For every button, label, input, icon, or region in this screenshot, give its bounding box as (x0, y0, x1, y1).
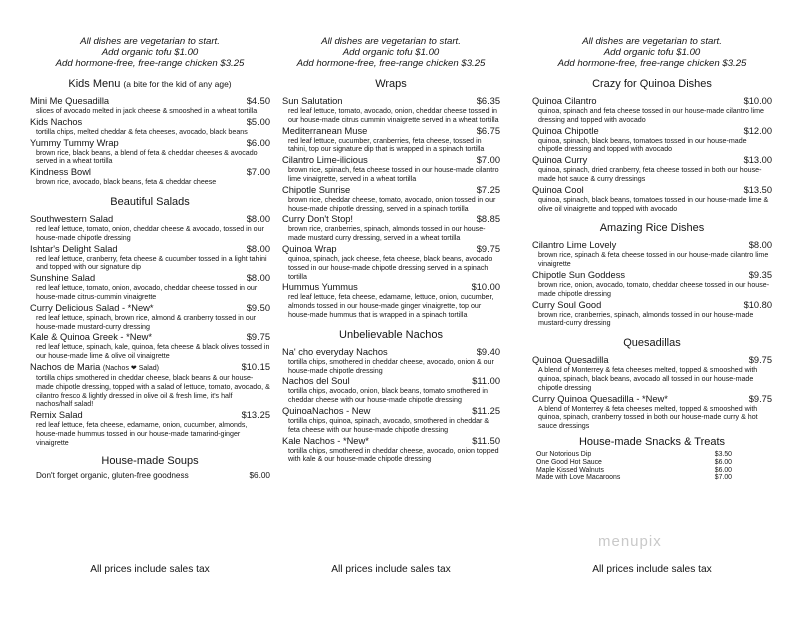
menu-item-title (30, 303, 153, 314)
menu-item-title (282, 406, 370, 417)
menu-item-price: $8.00 (246, 273, 270, 284)
menu-item-title (282, 214, 353, 225)
dish-note (282, 36, 500, 69)
menu-item-name: Nachos del Soul (282, 376, 350, 387)
menu-item-price: $10.00 (743, 96, 772, 106)
menu-item-row (282, 155, 500, 166)
menu-item-row (30, 303, 270, 314)
menu-item-price: $12.00 (743, 125, 772, 136)
menu-item (30, 303, 270, 332)
menu-item-price: $9.40 (476, 346, 500, 357)
soups-price: $6.00 (249, 470, 270, 480)
dish-note-line1: All dishes are vegetarian to start. (321, 36, 461, 47)
menu-item-price: $8.00 (748, 240, 772, 251)
menu-item-description: red leaf lettuce, spinach, brown rice, almond & cranberry tossed in our house-made mustard-curry dressing (36, 313, 257, 331)
menu-item-description: brown rice, cranberries, spinach, almonds tossed in our house-made mustard curry dressing, served in a wheat tortilla (288, 225, 486, 243)
menu-item-title (282, 436, 369, 447)
menu-item-name: Kale & Quinoa Greek - *New* (30, 332, 152, 343)
menu-item-title (30, 138, 119, 149)
menu-item-row (282, 96, 500, 107)
snacks-list (532, 451, 772, 482)
menu-item-row (532, 394, 772, 405)
menu-item-title (30, 362, 159, 374)
menu-item-title (30, 96, 109, 107)
menu-item (532, 155, 772, 184)
section-title-salads: Beautiful Salads (110, 195, 190, 208)
menu-item-title (30, 244, 118, 255)
menu-item-row (30, 273, 270, 284)
menu-item-title (30, 214, 113, 225)
menu-item-name: Curry Soul Good (532, 299, 602, 310)
snack-price: $3.50 (714, 450, 732, 458)
menu-item-description: quinoa, spinach and feta cheese tossed in our house-made cilantro lime dressing and topped with avocado (538, 107, 764, 124)
menu-item-price: $9.75 (748, 393, 772, 404)
menu-item-description: red leaf lettuce, tomato, onion, avocado, cheddar cheese tossed in our house-made citrus-cummin vinaigrette (36, 284, 258, 301)
dish-note-line3: Add hormone-free, free-range chicken $3.25 (296, 58, 486, 69)
menu-item-price: $7.00 (476, 155, 500, 166)
menu-item-price: $9.75 (246, 332, 270, 343)
dish-note-line2: Add organic tofu $1.00 (101, 47, 199, 58)
menu-item-price: $6.00 (246, 137, 270, 148)
snack-name: One Good Hot Sauce (536, 458, 602, 466)
menu-item-title (282, 244, 337, 255)
menu-item-row (30, 117, 270, 128)
menu-item-title (532, 155, 587, 166)
snack-name: Our Notorious Dip (536, 450, 592, 458)
section-title-soups: House-made Soups (101, 454, 199, 467)
menu-item-description: tortilla chips, avocado, onion, black beans, tomato smothered in cheddar cheese with our house-made chipotle dressing (288, 387, 488, 405)
menu-item-description: red leaf lettuce, feta cheese, edamame, onion, cucumber, almonds, house-made hummus tossed in our house-made tamarind-ginger vinaigrette (36, 421, 248, 447)
menu-item-name: Ishtar's Delight Salad (30, 243, 118, 254)
menu-item-name: Kids Nachos (30, 116, 83, 127)
menu-item-row (282, 244, 500, 255)
salads-list (30, 214, 270, 448)
menu-item-name: Mini Me Quesadilla (30, 96, 110, 106)
menu-item-description: A blend of Monterrey & feta cheeses melted, topped & smooshed with quinoa, spinach, black beans, avocado all tossed in our house-made chipotle dressing (538, 366, 758, 392)
menu-item-row (30, 167, 270, 178)
dish-note-line3: Add hormone-free, free-range chicken $3.25 (55, 58, 245, 69)
menu-item-title (282, 282, 358, 293)
menu-item-row (532, 185, 772, 196)
menu-item-title (30, 273, 95, 284)
menu-item-title (30, 167, 91, 178)
menu-item-title (282, 376, 350, 387)
menu-item-price: $8.85 (476, 214, 500, 225)
menu-item-row (282, 282, 500, 293)
menu-item-title (532, 126, 599, 137)
rice-list (532, 240, 772, 328)
menu-item-price: $9.50 (246, 302, 270, 313)
menu-item-row (30, 332, 270, 343)
menu-item-row (532, 300, 772, 311)
menu-item-title (282, 347, 388, 358)
menu-item-row (30, 362, 270, 374)
menu-item (30, 96, 270, 116)
dish-note (30, 36, 270, 69)
snack-name: Maple Kissed Walnuts (536, 466, 604, 474)
menu-item-row (532, 270, 772, 281)
dish-note-line1: All dishes are vegetarian to start. (80, 36, 220, 47)
menu-item-description: tortilla chips, smothered in cheddar cheese, avocado, onion topped with kale & our house-made chipotle dressing (288, 446, 499, 464)
menu-item (532, 96, 772, 125)
menu-item-title (282, 155, 368, 166)
menu-item (282, 155, 500, 184)
menu-item-price: $10.15 (241, 361, 270, 372)
column-middle (282, 36, 500, 465)
snack-price: $6.00 (714, 458, 732, 466)
dish-note (532, 36, 772, 69)
menu-item-row (30, 410, 270, 421)
menu-item-title (532, 240, 616, 251)
menu-item-price: $7.25 (476, 184, 500, 195)
section-title-snacks: House-made Snacks & Treats (578, 435, 726, 448)
kids-subtitle: (a bite for the kid of any age) (123, 79, 232, 89)
menu-item-title (532, 270, 625, 281)
menu-item-row (30, 244, 270, 255)
menu-item-row (532, 155, 772, 166)
menu-item-row (282, 347, 500, 358)
menu-item (532, 394, 772, 431)
menu-item-description: red leaf lettuce, tomato, onion, cheddar cheese & avocado, tossed in our house-made chipotle dressing (36, 224, 264, 242)
menu-item-name: Cilantro Lime-ilicious (282, 155, 368, 166)
menu-item-name: Yummy Tummy Wrap (30, 137, 119, 148)
footer-tax-note: All prices include sales tax (331, 564, 451, 575)
snack-price: $7.00 (714, 474, 732, 482)
snack-item (532, 459, 772, 467)
menu-item-title (282, 126, 367, 137)
watermark: menupix (598, 533, 662, 550)
menu-item-price: $6.75 (476, 125, 500, 136)
section-title-quesadillas: Quesadillas (623, 337, 681, 350)
menu-item-row (282, 376, 500, 387)
snack-item (532, 474, 772, 482)
menu-item-row (30, 214, 270, 225)
dish-note-line1: All dishes are vegetarian to start. (582, 36, 722, 47)
menu-item-price: $13.00 (743, 155, 772, 166)
menu-item-row (282, 214, 500, 225)
menu-item (282, 406, 500, 435)
quinoa-list (532, 96, 772, 213)
dish-note-line3: Add hormone-free, free-range chicken $3.25 (557, 58, 747, 69)
menu-item-description: red leaf lettuce, cranberry, feta cheese & cucumber tossed in a light tahini and topped with our signature dip (36, 254, 267, 272)
section-title-kids (30, 78, 270, 91)
menu-item (532, 270, 772, 299)
menu-item-name: Cilantro Lime Lovely (532, 240, 617, 251)
menu-item-description: red leaf lettuce, cucumber, cranberries, feta cheese, tossed in tahini, top our signature dip that is wrapped in a spinach tortilla (288, 136, 485, 154)
menu-item-name: Nachos de Maria (30, 361, 101, 372)
menu-item-price: $5.00 (246, 116, 270, 127)
menu-item-name: Kindness Bowl (30, 167, 91, 178)
menu-item-title (532, 185, 584, 196)
menu-item-price: $11.00 (472, 376, 500, 387)
menu-item-name: Na' cho everyday Nachos (282, 346, 388, 357)
menu-item-description: tortilla chips, melted cheddar & feta cheeses, avocado, black beans (36, 127, 248, 136)
menu-item (282, 376, 500, 405)
menu-item-price: $10.80 (743, 299, 772, 310)
menu-item-price: $11.25 (472, 405, 500, 416)
menu-item-description: brown rice, black beans, a blend of feta & cheddar cheeses & avocado served in a wheat tortilla (36, 148, 258, 166)
menu-item-name: Curry Don't Stop! (282, 214, 354, 225)
kids-title: Kids Menu (68, 78, 121, 90)
menu-item (30, 332, 270, 361)
menu-item-name: Chipotle Sun Goddess (532, 269, 626, 280)
menu-item (30, 117, 270, 137)
menu-item (30, 410, 270, 447)
kids-list (30, 96, 270, 187)
menu-item-name: Quinoa Cool (532, 184, 584, 195)
wraps-list (282, 96, 500, 320)
menu-item-price: $10.00 (471, 282, 500, 293)
footer-tax-note: All prices include sales tax (592, 564, 712, 575)
menu-item-name: Southwestern Salad (30, 213, 114, 224)
menu-item-title (30, 332, 152, 343)
menu-item-row (532, 355, 772, 366)
menu-item (30, 244, 270, 273)
menu-item-title (30, 117, 82, 128)
menu-item-row (532, 96, 772, 107)
menu-item (532, 240, 772, 269)
section-title-quinoa: Crazy for Quinoa Dishes (592, 78, 712, 90)
menu-item-description: slices of avocado melted in jack cheese & smooshed in a wheat tortilla (36, 107, 258, 115)
menu-item (282, 282, 500, 319)
menu-item-note: (Nachos ❤ Salad) (102, 364, 159, 372)
menu-item (30, 167, 270, 187)
menu-item-row (282, 126, 500, 137)
menu-item-name: Quinoa Quesadilla (532, 355, 609, 366)
soups-text: Don't forget organic, gluten-free goodness (36, 470, 189, 480)
menu-item-row (532, 240, 772, 251)
menu-item (532, 300, 772, 329)
menu-item-row (282, 436, 500, 447)
soups-row (36, 471, 270, 481)
menu-item-description: red leaf lettuce, feta cheese, edamame, lettuce, onion, cucumber, almonds tossed in our house-made ginger vinaigrette, top our house-made hummus that is wrapped in a spinach tortilla (288, 293, 494, 319)
menu-item-title (532, 300, 601, 311)
menu-item (282, 244, 500, 281)
menu-item-price: $8.00 (246, 243, 270, 254)
column-left (30, 36, 270, 481)
menu-item-title (532, 96, 597, 107)
menu-item-description: quinoa, spinach, black beans, tomatoes tossed in our house-made chipotle dressing and topped with avocado (538, 136, 747, 154)
menu-item-price: $11.50 (472, 435, 500, 446)
menu-item-price: $4.50 (246, 96, 270, 106)
menu-item (30, 362, 270, 409)
menu-item-description: tortilla chips, quinoa, spinach, avocado, smothered in cheddar & feta cheese with our house-made chipotle dressing (288, 416, 490, 434)
menu-item-title (282, 185, 350, 196)
menu-item-description: A blend of Monterrey & feta cheeses melted, topped & smooshed with quinoa, spinach, cranberry tossed in both our house-made curry & hot sauce dressings (538, 404, 758, 431)
menu-item (282, 436, 500, 465)
snack-name: Made with Love Macaroons (536, 474, 621, 482)
menu-item-name: Quinoa Curry (532, 155, 588, 166)
menu-item-description: brown rice, cheddar cheese, tomato, avocado, onion tossed in our house-made chipotle dressing, served in a spinach tortilla (288, 195, 496, 213)
menu-item-price: $9.75 (476, 243, 500, 254)
snack-item (532, 451, 772, 459)
section-title-rice: Amazing Rice Dishes (599, 222, 705, 235)
menu-item-description: red leaf lettuce, spinach, kale, quinoa, feta cheese & black olives tossed in our house-made lime & olive oil vinaigrette (36, 343, 270, 361)
menu-item-description: quinoa, spinach, dried cranberry, feta cheese tossed in both our house-made hot sauce & curry dressings (538, 166, 762, 183)
menu-item-row (282, 406, 500, 417)
menu-item (282, 96, 500, 125)
menu-item-name: Quinoa Wrap (282, 243, 337, 254)
menu-item-row (282, 185, 500, 196)
menu-item-description: brown rice, onion, avocado, tomato, cheddar cheese tossed in our house-made chipotle dressing (538, 280, 770, 298)
menu-item-title (282, 96, 342, 107)
menu-item (282, 185, 500, 214)
menu-item-name: Curry Quinoa Quesadilla - *New* (532, 393, 668, 404)
snack-item (532, 467, 772, 475)
menu-item-price: $13.50 (743, 184, 772, 195)
menu-item-name: Remix Salad (30, 410, 83, 421)
menu-item-title (30, 410, 83, 421)
menu-item-description: quinoa, spinach, black beans, tomatoes tossed in our house-made lime & olive oil vinaigrette and topped with avocado (538, 195, 769, 213)
menu-item-title (532, 355, 609, 366)
menu-item (30, 214, 270, 243)
menu-item-price: $9.35 (748, 269, 772, 280)
menu-item (532, 185, 772, 214)
menu-item-description: brown rice, cranberries, spinach, almonds tossed in our house-made mustard-curry dressing (538, 310, 754, 328)
menu-item-row (30, 138, 270, 149)
menu-item-name: Hummus Yummus (282, 282, 358, 293)
menu-item (30, 138, 270, 167)
menu-item (30, 273, 270, 302)
menu-item-row (532, 126, 772, 137)
dish-note-line2: Add organic tofu $1.00 (342, 47, 440, 58)
section-title-wraps: Wraps (375, 78, 407, 90)
menu-item (282, 126, 500, 155)
menu-item (532, 355, 772, 392)
menu-item-description: brown rice, avocado, black beans, feta & cheddar cheese (36, 178, 217, 187)
menu-item (282, 347, 500, 376)
menu-item-title (532, 394, 668, 405)
menu-item-name: Kale Nachos - *New* (282, 435, 369, 446)
menu-item (532, 126, 772, 155)
menu-item (282, 214, 500, 243)
menu-item-name: Chipotle Sunrise (282, 184, 351, 195)
menu-item-description: brown rice, spinach & feta cheese tossed in our house-made cilantro lime vinaigrette (538, 251, 769, 269)
column-right (532, 36, 772, 482)
menu-item-name: QuinoaNachos - New (282, 405, 371, 416)
menu-item-name: Sunshine Salad (30, 273, 96, 284)
menu-item-row (30, 96, 270, 107)
section-title-nachos: Unbelievable Nachos (339, 328, 443, 341)
menu-item-price: $9.75 (748, 355, 772, 366)
menu-item-name: Sun Salutation (282, 96, 343, 106)
menu-item-description: tortilla chips smothered in cheddar cheese, black beans & our house-made chipotle dressing, topped with a salad of lettuce, tomato, avocado, & cilantro fresco & lightly dressed in olive oil & fresh lime, it's half nachos/half salad! (36, 373, 270, 409)
menu-item-description: tortilla chips, smothered in cheddar cheese, avocado, onion & our house-made chipotle dressing (288, 357, 494, 375)
menu-item-description: brown rice, spinach, feta cheese tossed in our house-made cilantro lime vinaigrette, served in a wheat tortilla (288, 166, 499, 183)
snack-price: $6.00 (714, 466, 732, 474)
menu-item-description: quinoa, spinach, jack cheese, feta cheese, black beans, avocado tossed in our house-made chipotle dressing served in a spinach tortilla (288, 254, 493, 281)
menu-item-price: $13.25 (241, 410, 270, 421)
menu-item-price: $7.00 (246, 167, 270, 178)
menu-item-name: Quinoa Cilantro (532, 96, 597, 106)
menu-item-name: Curry Delicious Salad - *New* (30, 302, 154, 313)
menu-item-description: red leaf lettuce, tomato, avocado, onion, cheddar cheese tossed in our house-made citrus cummin vinaigrette served in a wheat tortilla (288, 107, 499, 124)
menu-item-name: Quinoa Chipotle (532, 125, 599, 136)
nachos-list (282, 347, 500, 464)
menu-item-name: Mediterranean Muse (282, 125, 368, 136)
menu-item-price: $6.35 (476, 96, 500, 106)
footer-tax-note: All prices include sales tax (90, 564, 210, 575)
quesadillas-list (532, 355, 772, 431)
dish-note-line2: Add organic tofu $1.00 (603, 47, 701, 58)
menu-item-price: $8.00 (246, 213, 270, 224)
